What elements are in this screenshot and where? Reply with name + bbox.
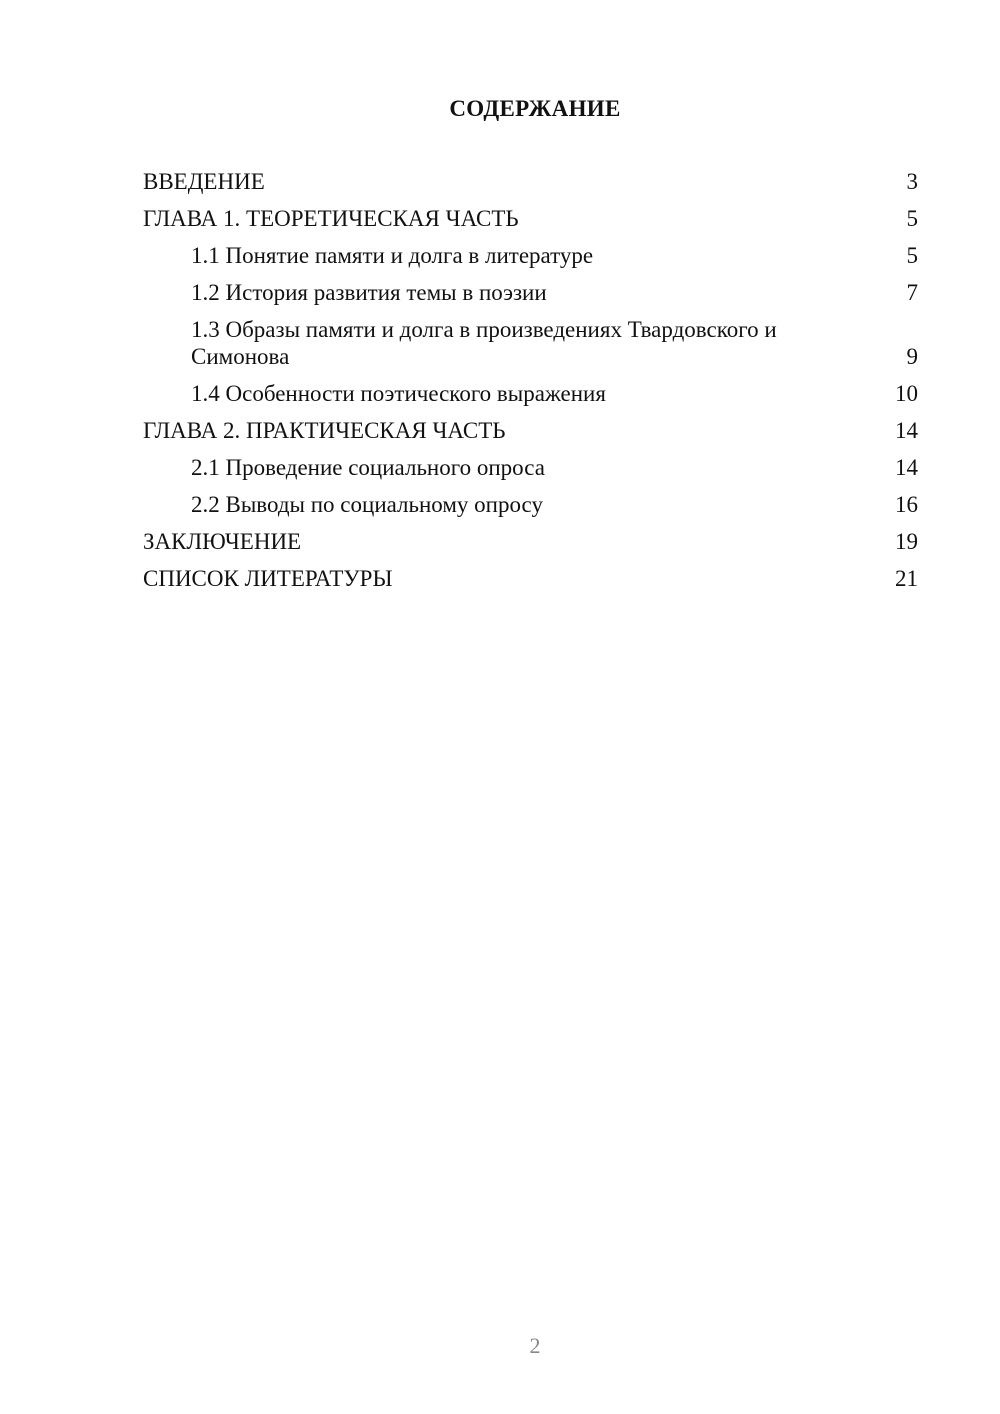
toc-entry-section-1-3[interactable]	[143, 316, 918, 370]
toc-entry-label: СПИСОК ЛИТЕРАТУРЫ	[143, 566, 393, 591]
page-title: СОДЕРЖАНИЕ	[449, 96, 621, 121]
toc-entry-page: 5	[906, 243, 918, 268]
toc-entry-page: 3	[906, 169, 918, 194]
toc-entry-bibliography[interactable]	[143, 565, 918, 592]
toc-entry-section-1-1[interactable]	[143, 242, 918, 269]
toc-entry-section-2-1[interactable]	[143, 454, 918, 481]
toc-entry-page: 9	[906, 344, 918, 369]
toc-entry-page: 5	[906, 206, 918, 231]
toc-entry-label: ВВЕДЕНИЕ	[143, 169, 265, 194]
toc-entry-page: 14	[895, 418, 918, 443]
toc-entry-conclusion[interactable]	[143, 528, 918, 555]
toc-entry-page: 19	[895, 529, 918, 554]
toc-entry-label: 2.1 Проведение социального опроса	[191, 455, 545, 480]
toc-entry-label: 1.4 Особенности поэтического выражения	[191, 381, 606, 406]
toc-entry-page: 21	[895, 566, 918, 591]
toc-entry-page: 14	[895, 455, 918, 480]
toc-entry-section-1-4[interactable]	[143, 380, 918, 407]
toc-entry-introduction[interactable]	[143, 168, 918, 195]
toc-entry-page: 7	[906, 280, 918, 305]
toc-entry-page: 10	[895, 381, 918, 406]
toc-entry-label: 1.3 Образы памяти и долга в произведениях Твардовского и Симонова	[191, 317, 777, 369]
toc-entry-label: ГЛАВА 1. ТЕОРЕТИЧЕСКАЯ ЧАСТЬ	[143, 206, 519, 231]
toc-entry-label: 1.2 История развития темы в поэзии	[191, 280, 547, 305]
toc-entry-label: 2.2 Выводы по социальному опросу	[191, 492, 543, 517]
toc-entry-chapter-1[interactable]	[143, 205, 918, 232]
toc-entry-label: ЗАКЛЮЧЕНИЕ	[143, 529, 302, 554]
toc-entry-section-1-2[interactable]	[143, 279, 918, 306]
toc-entry-chapter-2[interactable]	[143, 417, 918, 444]
page-number: 2	[529, 1333, 541, 1358]
table-of-contents	[143, 168, 918, 602]
toc-entry-page: 16	[895, 492, 918, 517]
toc-entry-label: ГЛАВА 2. ПРАКТИЧЕСКАЯ ЧАСТЬ	[143, 418, 506, 443]
toc-entry-section-2-2[interactable]	[143, 491, 918, 518]
toc-entry-label: 1.1 Понятие памяти и долга в литературе	[191, 243, 594, 268]
